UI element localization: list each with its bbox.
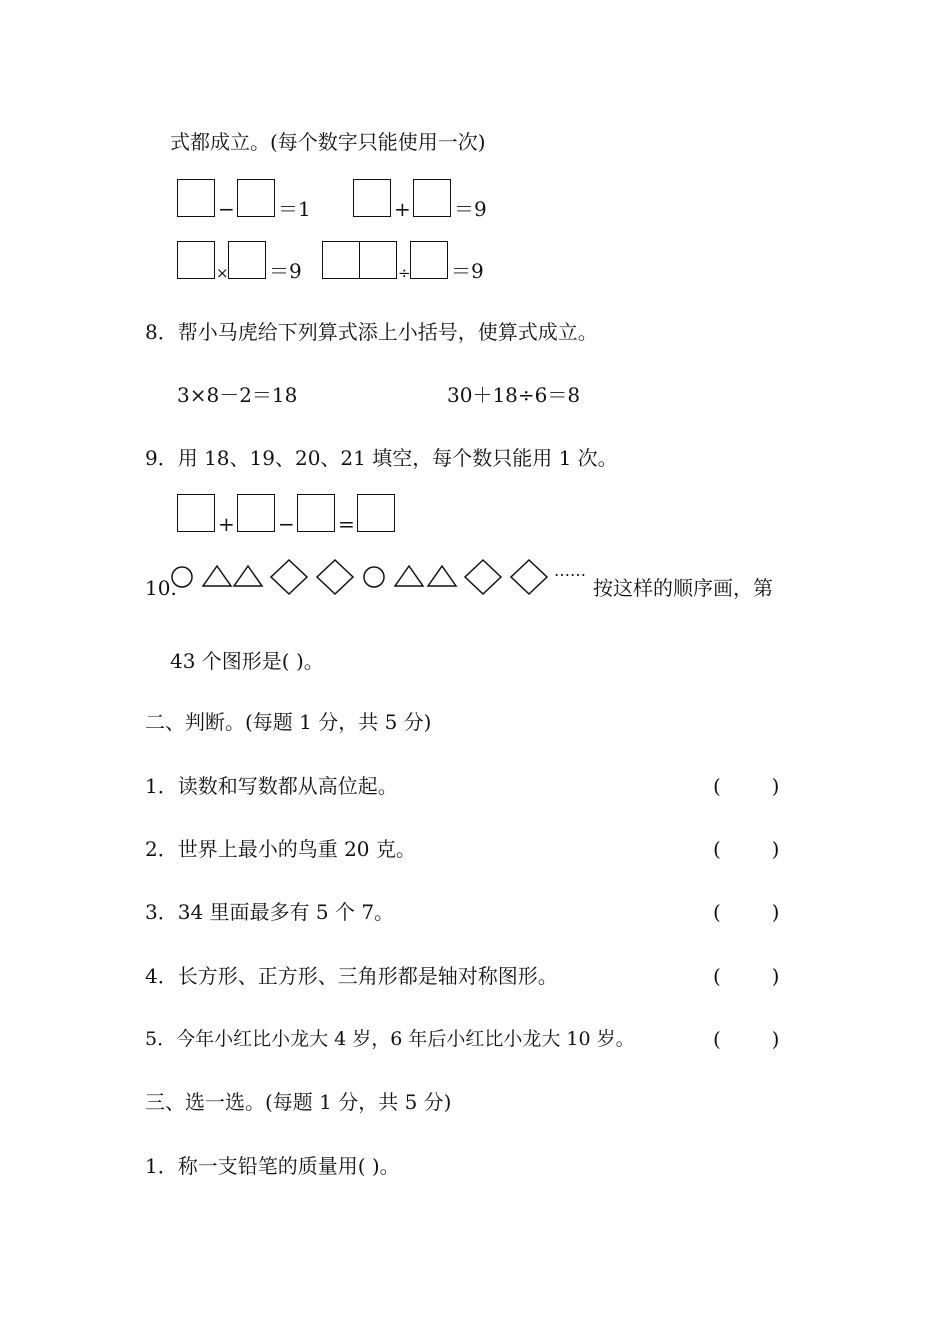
choice-question: 1．称一支铅笔的质量用( )。 [145, 1154, 400, 1178]
answer-box[interactable] [353, 179, 391, 217]
answer-box[interactable] [228, 241, 266, 279]
answer-box[interactable] [357, 494, 395, 532]
q9-title: 9．用 18、19、20、21 填空，每个数只能用 1 次。 [145, 446, 618, 470]
diamond-shape [271, 560, 307, 594]
answer-box[interactable] [177, 241, 215, 279]
triangle-shape [203, 566, 231, 586]
judge-item: 2．世界上最小的鸟重 20 克。 [145, 837, 416, 861]
q7-instruction: 式都成立。(每个数字只能使用一次) [170, 130, 486, 154]
answer-box[interactable] [359, 241, 397, 279]
q8-title: 8．帮小马虎给下列算式添上小括号，使算式成立。 [145, 320, 598, 344]
answer-box[interactable] [322, 241, 360, 279]
answer-box[interactable] [177, 494, 215, 532]
plus-operator: + [394, 197, 411, 221]
q10-text: 按这样的顺序画，第 [593, 576, 773, 600]
diamond-shape [511, 560, 547, 594]
triangle-shape [428, 566, 456, 586]
judge-item: 3．34 里面最多有 5 个 7。 [145, 900, 395, 924]
answer-parentheses[interactable]: ( ) [713, 1027, 780, 1051]
times-operator: × [216, 264, 229, 282]
equation-result: ＝9 [269, 259, 302, 283]
answer-box[interactable] [297, 494, 335, 532]
judge-item: 1．读数和写数都从高位起。 [145, 774, 398, 798]
q10-ellipsis: …… [554, 561, 586, 580]
q10-number: 10. [145, 576, 177, 600]
divide-operator: ÷ [398, 264, 411, 282]
answer-parentheses[interactable]: ( ) [713, 900, 780, 924]
diamond-shape [465, 560, 501, 594]
diamond-shape [317, 560, 353, 594]
triangle-shape [234, 566, 262, 586]
answer-parentheses[interactable]: ( ) [713, 964, 780, 988]
answer-box[interactable] [177, 179, 215, 217]
judge-item: 5．今年小红比小龙大 4 岁，6 年后小红比小龙大 10 岁。 [145, 1028, 635, 1050]
plus-operator: + [218, 512, 235, 536]
equation-result: ＝1 [278, 197, 311, 221]
answer-box[interactable] [237, 494, 275, 532]
judge-item: 4．长方形、正方形、三角形都是轴对称图形。 [145, 964, 558, 988]
minus-operator: − [278, 512, 295, 536]
answer-parentheses[interactable]: ( ) [713, 774, 780, 798]
equals-operator: = [338, 512, 355, 536]
circle-shape [172, 567, 192, 587]
answer-box[interactable] [410, 241, 448, 279]
shape-sequence [170, 556, 550, 598]
q8-expression-2: 30＋18÷6＝8 [447, 383, 581, 407]
section3-title: 三、选一选。(每题 1 分，共 5 分) [145, 1090, 452, 1114]
answer-box[interactable] [413, 179, 451, 217]
equation-result: ＝9 [451, 259, 484, 283]
q10-question: 43 个图形是( )。 [170, 649, 324, 673]
answer-parentheses[interactable]: ( ) [713, 837, 780, 861]
answer-box[interactable] [237, 179, 275, 217]
triangle-shape [395, 566, 423, 586]
q8-expression-1: 3×8－2＝18 [177, 383, 298, 407]
equation-result: ＝9 [454, 197, 487, 221]
section2-title: 二、判断。(每题 1 分，共 5 分) [145, 710, 432, 734]
circle-shape [364, 567, 384, 587]
minus-operator: − [218, 197, 235, 221]
